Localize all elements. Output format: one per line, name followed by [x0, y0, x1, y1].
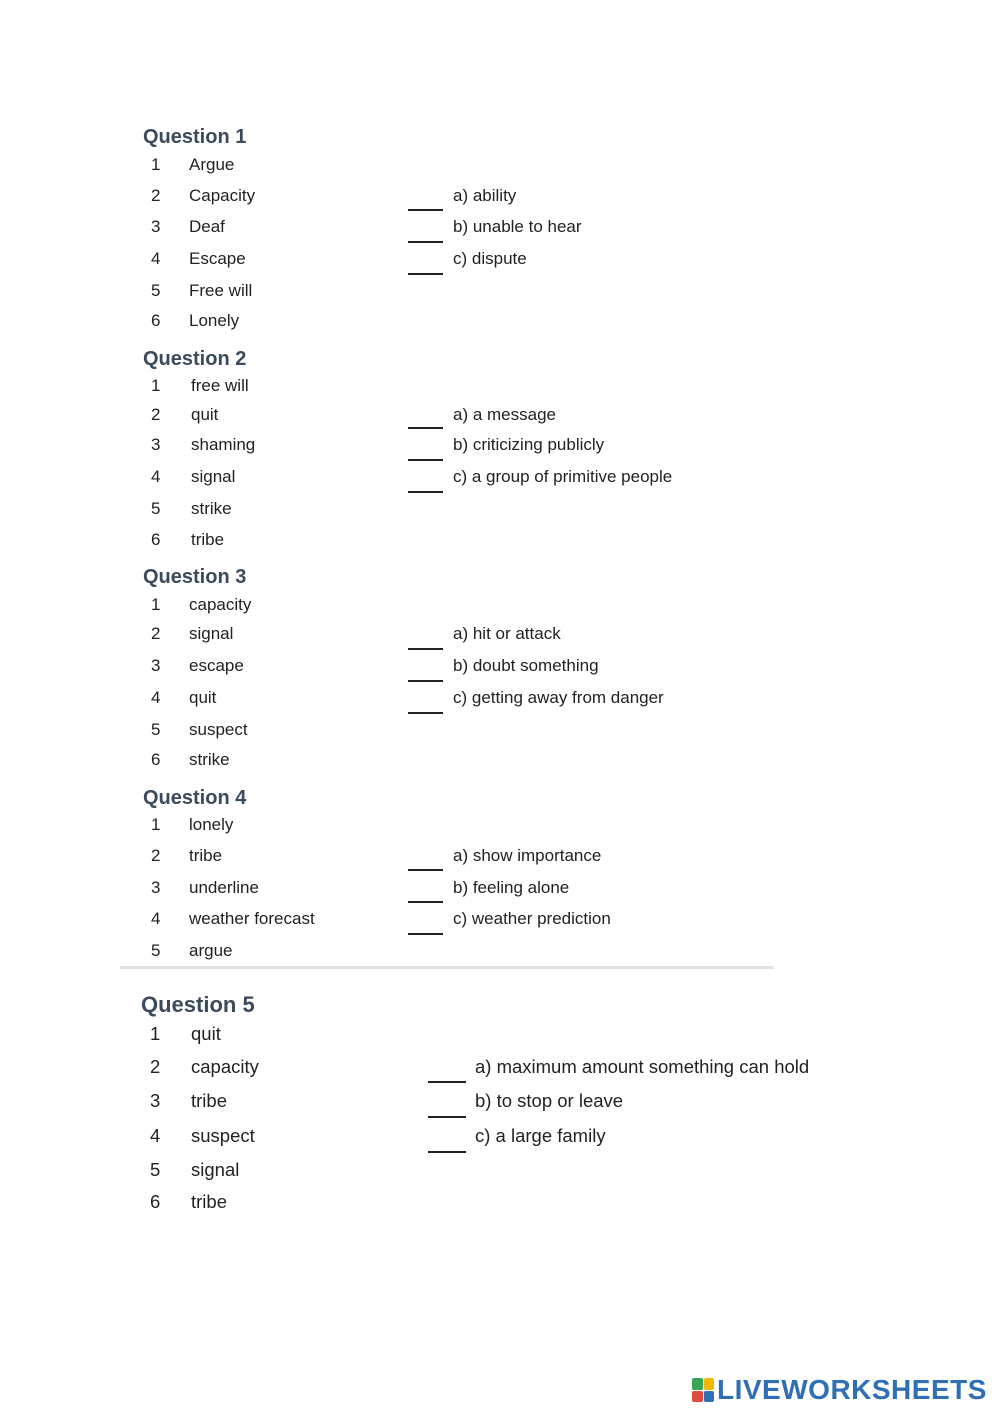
definition: a) show importance [453, 846, 602, 865]
item-word: quit [191, 1023, 221, 1044]
liveworksheets-logo[interactable] [692, 1375, 987, 1405]
section-divider [120, 966, 774, 969]
answer-blank[interactable] [408, 933, 443, 935]
item-word: suspect [189, 720, 248, 739]
item-number: 3 [150, 1090, 161, 1111]
item-number: 4 [151, 249, 161, 268]
answer-blank[interactable] [408, 241, 443, 243]
item-word: underline [189, 878, 259, 897]
item-word: signal [191, 1159, 240, 1180]
item-word: Escape [189, 249, 246, 268]
answer-blank[interactable] [428, 1116, 466, 1118]
item-number: 2 [151, 846, 161, 865]
item-number: 6 [151, 311, 161, 330]
item-word: weather forecast [189, 909, 315, 928]
answer-blank[interactable] [408, 648, 443, 650]
question-title: Question 3 [143, 566, 247, 588]
definition: b) doubt something [453, 656, 599, 675]
item-number: 1 [151, 376, 161, 395]
item-word: strike [189, 750, 230, 769]
item-word: quit [191, 405, 219, 424]
definition: b) criticizing publicly [453, 435, 605, 454]
item-word: tribe [191, 1090, 227, 1111]
definition: a) maximum amount something can hold [475, 1056, 810, 1077]
item-word: capacity [189, 595, 252, 614]
item-number: 4 [150, 1125, 161, 1146]
brand-name: LIVEWORKSHEETS [717, 1374, 987, 1405]
item-word: tribe [189, 846, 223, 865]
question-title: Question 2 [143, 348, 247, 370]
item-number: 5 [150, 1159, 161, 1180]
item-number: 4 [151, 688, 161, 707]
answer-blank[interactable] [408, 680, 443, 682]
definition: c) getting away from danger [453, 688, 664, 707]
answer-blank[interactable] [408, 427, 443, 429]
item-word: strike [191, 499, 232, 518]
answer-blank[interactable] [408, 209, 443, 211]
item-number: 2 [151, 624, 161, 643]
item-word: lonely [189, 815, 234, 834]
definition: a) hit or attack [453, 624, 561, 643]
answer-blank[interactable] [408, 459, 443, 461]
item-number: 5 [151, 281, 161, 300]
item-number: 3 [151, 656, 161, 675]
item-number: 1 [151, 155, 161, 174]
item-number: 1 [151, 815, 161, 834]
item-number: 6 [151, 530, 161, 549]
item-number: 6 [151, 750, 161, 769]
definition: c) weather prediction [453, 909, 611, 928]
item-word: Argue [189, 155, 235, 174]
item-number: 2 [150, 1056, 161, 1077]
item-word: suspect [191, 1125, 255, 1146]
answer-blank[interactable] [428, 1151, 466, 1153]
item-word: signal [189, 624, 234, 643]
answer-blank[interactable] [408, 712, 443, 714]
answer-blank[interactable] [428, 1081, 466, 1083]
item-number: 2 [151, 186, 161, 205]
item-word: escape [189, 656, 244, 675]
definition: c) a large family [475, 1125, 606, 1146]
item-word: quit [189, 688, 217, 707]
definition: b) feeling alone [453, 878, 570, 897]
item-number: 3 [151, 435, 161, 454]
answer-blank[interactable] [408, 869, 443, 871]
item-number: 5 [151, 499, 161, 518]
item-word: shaming [191, 435, 256, 454]
item-number: 3 [151, 878, 161, 897]
item-word: Lonely [189, 311, 240, 330]
item-word: Capacity [189, 186, 256, 205]
item-number: 3 [151, 217, 161, 236]
answer-blank[interactable] [408, 273, 443, 275]
item-word: capacity [191, 1056, 259, 1077]
item-number: 2 [151, 405, 161, 424]
definition: b) to stop or leave [475, 1090, 624, 1111]
item-number: 4 [151, 467, 161, 486]
item-word: tribe [191, 1191, 227, 1212]
item-number: 1 [151, 595, 161, 614]
item-word: Free will [189, 281, 253, 300]
definition: c) dispute [453, 249, 527, 268]
item-word: argue [189, 941, 233, 960]
question-title: Question 1 [143, 126, 247, 148]
question-title: Question 5 [141, 992, 255, 1017]
definition: c) a group of primitive people [453, 467, 673, 486]
item-number: 1 [150, 1023, 161, 1044]
question-title: Question 4 [143, 787, 247, 809]
item-number: 4 [151, 909, 161, 928]
item-number: 5 [151, 941, 161, 960]
definition: b) unable to hear [453, 217, 582, 236]
item-word: tribe [191, 530, 225, 549]
liveworksheets-logo-icon [692, 1378, 714, 1402]
item-number: 6 [150, 1191, 161, 1212]
definition: a) ability [453, 186, 517, 205]
item-number: 5 [151, 720, 161, 739]
item-word: signal [191, 467, 236, 486]
answer-blank[interactable] [408, 491, 443, 493]
answer-blank[interactable] [408, 901, 443, 903]
definition: a) a message [453, 405, 556, 424]
item-word: free will [191, 376, 249, 395]
item-word: Deaf [189, 217, 225, 236]
